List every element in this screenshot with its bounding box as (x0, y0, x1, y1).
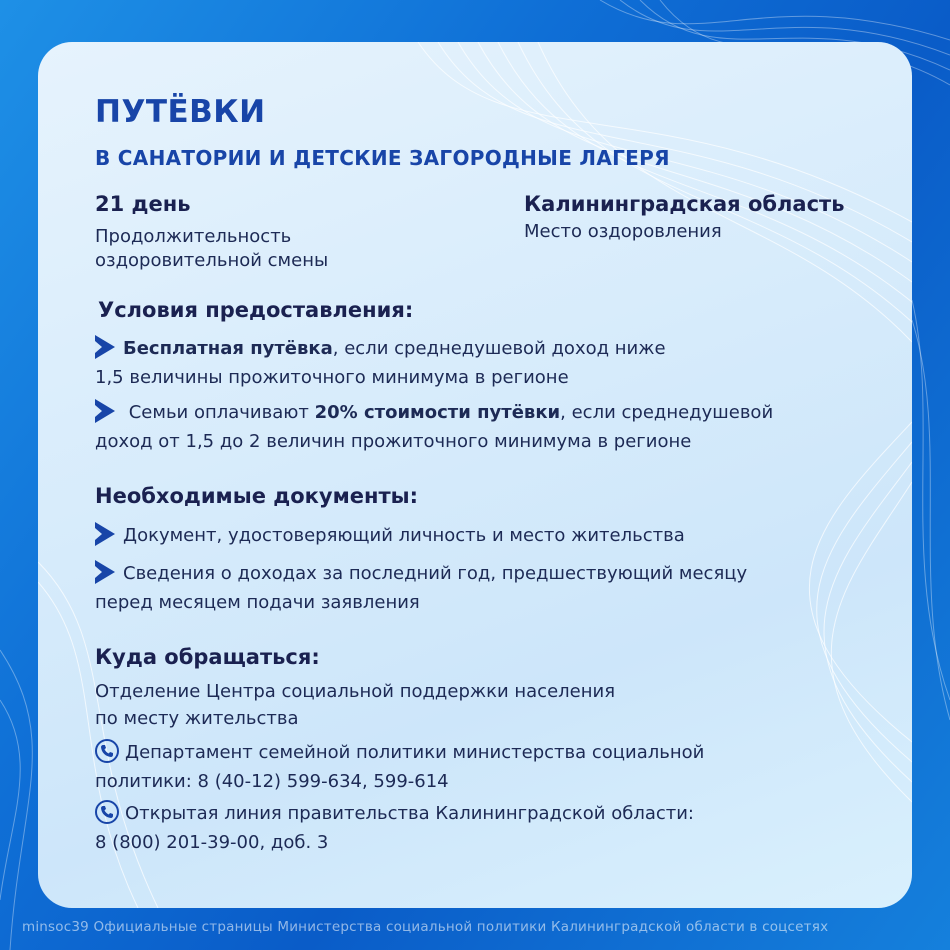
place-label: Место оздоровления (524, 221, 722, 242)
duration-label (95, 225, 328, 273)
arrow-bullet-icon (95, 522, 115, 546)
arrow-bullet-icon (95, 335, 115, 359)
contact-department (95, 738, 704, 796)
duration-label-line2: оздоровительной смены (95, 250, 329, 271)
phone-icon (95, 739, 119, 763)
contact-office-line1: Отделение Центра социальной поддержки населения (95, 681, 616, 702)
contact-department-line1: Департамент семейной политики министерства социальной (125, 742, 705, 763)
document-item-1-text: Документ, удостоверяющий личность и место жительства (123, 525, 685, 546)
contact-office (95, 678, 615, 732)
document-item-2 (95, 559, 747, 617)
contact-office-line2: по месту жительства (95, 708, 299, 729)
info-card (38, 42, 912, 908)
footer-caption: minsoc39 Официальные страницы Министерства социальной политики Калининградской области в соцсетях (22, 919, 829, 935)
condition-partial-line2: доход от 1,5 до 2 величин прожиточного минимума в регионе (95, 431, 692, 452)
document-item-2-line2: перед месяцем подачи заявления (95, 592, 420, 613)
condition-free-line2: 1,5 величины прожиточного минимума в регионе (95, 367, 569, 388)
arrow-bullet-icon (95, 399, 115, 423)
conditions-heading: Условия предоставления: (98, 298, 414, 322)
page-title: ПУТЁВКИ (95, 94, 266, 130)
condition-partial (95, 398, 773, 456)
condition-free-rest: , если среднедушевой доход ниже (332, 338, 666, 359)
contact-hotline-phone: 8 (800) 201-39-00, доб. 3 (95, 832, 329, 853)
contact-hotline-line1: Открытая линия правительства Калининградской области: (125, 803, 694, 824)
contacts-heading: Куда обращаться: (95, 645, 320, 669)
page-subtitle: В САНАТОРИИ И ДЕТСКИЕ ЗАГОРОДНЫЕ ЛАГЕРЯ (95, 146, 670, 170)
condition-partial-rest: , если среднедушевой (560, 402, 774, 423)
condition-free (95, 334, 666, 392)
duration-value: 21 день (95, 192, 191, 216)
document-item-1 (95, 521, 685, 550)
contact-department-phones: политики: 8 (40-12) 599-634, 599-614 (95, 771, 449, 792)
duration-label-line1: Продолжительность (95, 226, 292, 247)
condition-free-bold: Бесплатная путёвка (123, 338, 333, 359)
place-value: Калининградская область (524, 192, 845, 216)
document-item-2-line1: Сведения о доходах за последний год, предшествующий месяцу (123, 563, 748, 584)
phone-icon (95, 800, 119, 824)
condition-partial-bold: 20% стоимости путёвки (314, 402, 561, 423)
documents-heading: Необходимые документы: (95, 484, 419, 508)
condition-partial-pre: Семьи оплачивают (123, 402, 315, 423)
contact-hotline (95, 799, 694, 857)
arrow-bullet-icon (95, 560, 115, 584)
